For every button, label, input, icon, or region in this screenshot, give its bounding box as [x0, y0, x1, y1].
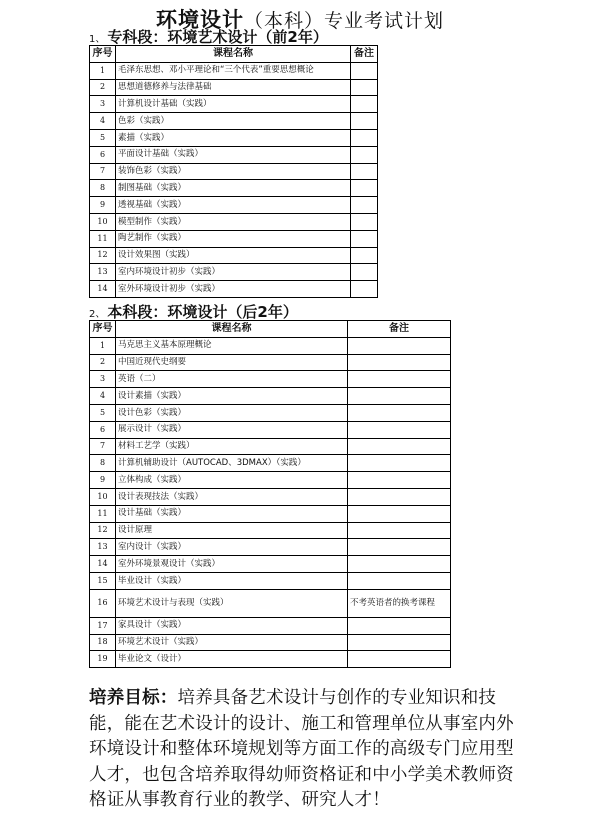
course-name: 设计效果图（实践）: [116, 247, 351, 264]
row-number: 4: [90, 388, 116, 405]
course-name: 设计原理: [116, 522, 348, 539]
table-row: [90, 404, 451, 421]
course-note: [348, 617, 451, 634]
section-2-title: 本科段：环境设计（后2年）: [107, 303, 298, 321]
row-number: 1: [90, 337, 116, 354]
table-row: [90, 651, 451, 668]
training-goal: [89, 686, 529, 814]
course-name: 材料工艺学（实践）: [116, 438, 348, 455]
course-name: 设计表现技法（实践）: [116, 488, 348, 505]
course-name: 思想道德修养与法律基础: [116, 79, 351, 96]
course-note: [351, 230, 378, 247]
course-note: [348, 455, 451, 472]
course-note: 不考英语者的换考课程: [348, 589, 451, 617]
course-note: [348, 651, 451, 668]
row-number: 15: [90, 572, 116, 589]
section-1-title: 专科段：环境艺术设计（前2年）: [107, 28, 328, 46]
course-note: [351, 264, 378, 281]
row-number: 13: [90, 539, 116, 556]
table-row: [90, 197, 378, 214]
section-2-heading: [89, 301, 298, 322]
table-row: [90, 129, 378, 146]
table-row: [90, 438, 451, 455]
course-table-2: [89, 320, 451, 668]
table-row: [90, 488, 451, 505]
row-number: 3: [90, 96, 116, 113]
table-row: [90, 388, 451, 405]
row-number: 5: [90, 404, 116, 421]
course-note: [348, 472, 451, 489]
course-name: 家具设计（实践）: [116, 617, 348, 634]
row-number: 1: [90, 62, 116, 79]
row-number: 11: [90, 505, 116, 522]
course-name: 陶艺制作（实践）: [116, 230, 351, 247]
course-note: [348, 634, 451, 651]
table-header-row: [90, 46, 378, 63]
row-number: 19: [90, 651, 116, 668]
table-row: [90, 230, 378, 247]
course-note: [348, 572, 451, 589]
course-name: 室外环境设计初步（实践）: [116, 281, 351, 298]
table-row: [90, 522, 451, 539]
table-row: [90, 539, 451, 556]
course-name: 立体构成（实践）: [116, 472, 348, 489]
table-row: [90, 617, 451, 634]
row-number: 5: [90, 129, 116, 146]
course-note: [348, 371, 451, 388]
header-note: 备注: [351, 46, 378, 63]
course-name: 展示设计（实践）: [116, 421, 348, 438]
course-name: 计算机设计基础（实践）: [116, 96, 351, 113]
course-name: 色彩（实践）: [116, 113, 351, 130]
title-paren: （本科）: [243, 10, 324, 32]
header-name: 课程名称: [116, 46, 351, 63]
table-row: [90, 113, 378, 130]
row-number: 7: [90, 163, 116, 180]
course-note: [351, 163, 378, 180]
table-row: [90, 163, 378, 180]
course-name: 模型制作（实践）: [116, 213, 351, 230]
table-row: [90, 96, 378, 113]
header-note: 备注: [348, 321, 451, 338]
course-name: 环境艺术设计（实践）: [116, 634, 348, 651]
row-number: 2: [90, 354, 116, 371]
table-row: [90, 180, 378, 197]
table-row: [90, 264, 378, 281]
section-1-heading: [89, 26, 328, 47]
row-number: 8: [90, 455, 116, 472]
row-number: 9: [90, 472, 116, 489]
table-row: [90, 455, 451, 472]
course-name: 中国近现代史纲要: [116, 354, 348, 371]
title-main: 环境设计: [155, 8, 244, 32]
row-number: 8: [90, 180, 116, 197]
row-number: 12: [90, 522, 116, 539]
header-no: 序号: [90, 46, 116, 63]
course-name: 英语（二）: [116, 371, 348, 388]
course-name: 素描（实践）: [116, 129, 351, 146]
row-number: 7: [90, 438, 116, 455]
table-row: [90, 589, 451, 617]
row-number: 17: [90, 617, 116, 634]
course-note: [351, 62, 378, 79]
row-number: 14: [90, 281, 116, 298]
row-number: 10: [90, 213, 116, 230]
row-number: 12: [90, 247, 116, 264]
row-number: 18: [90, 634, 116, 651]
table-row: [90, 213, 378, 230]
goal-label: 培养目标：: [89, 688, 178, 708]
table-row: [90, 505, 451, 522]
table-row: [90, 247, 378, 264]
course-name: 室内环境设计初步（实践）: [116, 264, 351, 281]
table-row: [90, 421, 451, 438]
table-row: [90, 572, 451, 589]
course-name: 环境艺术设计与表现（实践）: [116, 589, 348, 617]
course-note: [351, 129, 378, 146]
header-name: 课程名称: [116, 321, 348, 338]
row-number: 4: [90, 113, 116, 130]
course-name: 室内设计（实践）: [116, 539, 348, 556]
row-number: 9: [90, 197, 116, 214]
course-name: 设计素描（实践）: [116, 388, 348, 405]
course-note: [348, 421, 451, 438]
course-note: [348, 556, 451, 573]
course-name: 计算机辅助设计（AUTOCAD、3DMAX）（实践）: [116, 455, 348, 472]
course-note: [351, 213, 378, 230]
table-header-row: [90, 321, 451, 338]
course-note: [348, 522, 451, 539]
course-note: [348, 505, 451, 522]
row-number: 13: [90, 264, 116, 281]
course-note: [351, 146, 378, 163]
course-name: 毕业设计（实践）: [116, 572, 348, 589]
course-note: [351, 281, 378, 298]
course-note: [351, 113, 378, 130]
row-number: 6: [90, 421, 116, 438]
course-note: [351, 247, 378, 264]
section-2-number: 2、: [89, 309, 106, 320]
table-row: [90, 281, 378, 298]
course-note: [348, 354, 451, 371]
table-row: [90, 337, 451, 354]
course-name: 透视基础（实践）: [116, 197, 351, 214]
table-row: [90, 472, 451, 489]
course-note: [348, 488, 451, 505]
course-name: 制图基础（实践）: [116, 180, 351, 197]
section-1-number: 1、: [89, 34, 106, 45]
title-rest: 专业考试计划: [324, 10, 445, 32]
table-row: [90, 556, 451, 573]
row-number: 3: [90, 371, 116, 388]
course-name: 设计基础（实践）: [116, 505, 348, 522]
table-row: [90, 371, 451, 388]
table-row: [90, 79, 378, 96]
course-name: 设计色彩（实践）: [116, 404, 348, 421]
course-note: [348, 404, 451, 421]
course-name: 装饰色彩（实践）: [116, 163, 351, 180]
table-row: [90, 146, 378, 163]
course-note: [351, 79, 378, 96]
course-name: 室外环境景观设计（实践）: [116, 556, 348, 573]
course-note: [348, 337, 451, 354]
course-name: 马克思主义基本原理概论: [116, 337, 348, 354]
course-note: [348, 438, 451, 455]
header-no: 序号: [90, 321, 116, 338]
row-number: 10: [90, 488, 116, 505]
row-number: 16: [90, 589, 116, 617]
row-number: 14: [90, 556, 116, 573]
course-note: [351, 180, 378, 197]
course-name: 毛泽东思想、邓小平理论和“三个代表”重要思想概论: [116, 62, 351, 79]
course-name: 平面设计基础（实践）: [116, 146, 351, 163]
course-note: [348, 388, 451, 405]
course-note: [351, 197, 378, 214]
course-table-1: [89, 45, 378, 298]
row-number: 2: [90, 79, 116, 96]
course-note: [348, 539, 451, 556]
row-number: 6: [90, 146, 116, 163]
table-row: [90, 354, 451, 371]
table-row: [90, 634, 451, 651]
course-name: 毕业论文（设计）: [116, 651, 348, 668]
table-row: [90, 62, 378, 79]
row-number: 11: [90, 230, 116, 247]
course-note: [351, 96, 378, 113]
goal-text: 培养具备艺术设计与创作的专业知识和技能，能在艺术设计的设计、施工和管理单位从事室内外环境设计和整体环境规划等方面工作的高级专门应用型人才，也包含培养取得幼师资格证和中小学美术教师资格证从事教育行业的教学、研究人才！: [89, 688, 514, 810]
